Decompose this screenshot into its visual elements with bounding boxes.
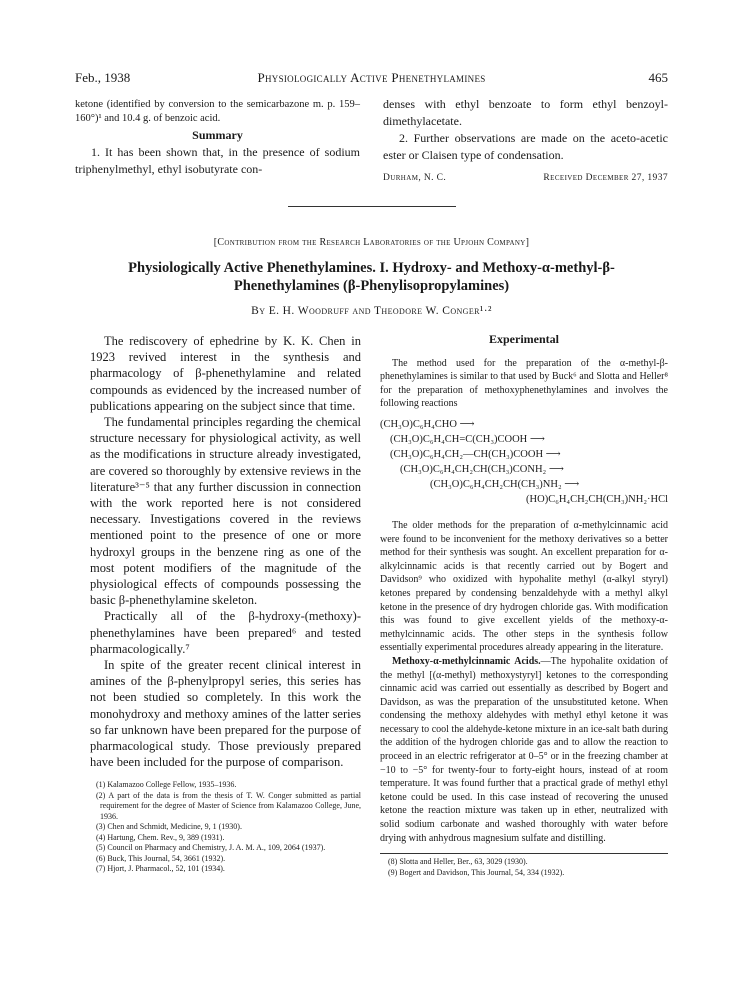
footnote: (4) Hartung, Chem. Rev., 9, 389 (1931). [96,832,225,842]
experimental-paragraph-3 [380,655,668,845]
article-title-line-2: Phenethylamines (β-Phenylisopropylamines) [233,278,510,294]
contribution-line: [Contribution from the Research Laboratories of the Upjohn Company] [213,237,530,248]
main-left-column [90,333,361,875]
article-title [75,259,668,295]
footnote: (5) Council on Pharmacy and Chemistry, J. A. M. A., 109, 2064 (1937). [96,843,326,853]
summary-heading: Summary [192,128,243,142]
summary-item-1: 1. It has been shown that, in the presence of sodium triphenylmethyl, ethyl isobutyrate con- [75,145,360,176]
intro-paragraph-4: In spite of the greater recent clinical interest in amines of the β-phenylpropyl series, this series has not been studied so completely. In this work the monohydroxy and methoxy amines of the latter series so far unknown have been prepared for the purpose of pharmacological study. Those previously prepared have been included for the purpose of comparison. [90,658,361,770]
experimental-paragraph-2: The older methods for the preparation of α-methylcinnamic acid were found to be inconvenient for the methoxy derivatives so a better method for their synthesis was sought. An excellent preparation for α-alkylcinnamic acids is that recently carried out by Bogert and Davidson⁹ who oxidized with hypohalite methyl (α-alkyl styryl) ketones prepared by condensing benzaldehyde with a methyl alkyl ketone in the presence of dry hydrogen chloride gas. With modification this was found to give excellent yields of the methoxy-α-methylcinnamic acids. The other steps in the synthesis follow essentially experimental procedures already appearing in the literature. [380,519,668,654]
summary-item-2: 2. Further observations are made on the aceto-acetic ester or Claisen type of condensation. [383,131,668,162]
article-title-line-1: Physiologically Active Phenethylamines. I. Hydroxy- and Methoxy-α-methyl-β- [128,260,615,276]
reaction-step: (CH₃O)C₆H₄CH₂—CH(CH₃)COOH ⟶ [390,448,561,460]
footnotes-right [380,853,668,878]
footnote: (2) A part of the data is from the thesis of T. W. Conger submitted as partial requirement for the degree of Master of Science from Kalamazoo College, June, 1936. [96,790,361,821]
experimental-paragraph-1: The method used for the preparation of the α-methyl-β-phenethylamines is similar to that used by Buck⁶ and Slotta and Heller⁸ for the preparation of methoxyphenethylamines and involves the following reactions [380,357,668,410]
reaction-scheme [380,417,668,507]
footnote: (6) Buck, This Journal, 54, 3661 (1932). [96,853,226,863]
reaction-step: (CH₃O)C₆H₄CH₂CH(CH₃)CONH₂ ⟶ [400,463,564,475]
reaction-step: (CH₃O)C₆H₄CHO ⟶ [380,418,475,430]
article-signature [383,170,668,187]
running-header [75,70,668,86]
main-right-column [380,333,668,878]
reaction-step: (CH₃O)C₆H₄CH=C(CH₃)COOH ⟶ [390,433,545,445]
experimental-heading: Experimental [489,332,559,346]
byline: By E. H. Woodruff and Theodore W. Conger¹·² [251,305,492,317]
intro-paragraph-3: Practically all of the β-hydroxy-(methoxy)-phenethylamines have been prepared⁶ and tested pharmacologically.⁷ [90,609,361,656]
reaction-step: (HO)C₆H₄CH₂CH(CH₃)NH₂·HCl [526,493,668,505]
previous-article-continuation: ketone (identified by conversion to the semicarbazone m. p. 159–160°)¹ and 10.4 g. of benzoic acid. [75,99,360,124]
previous-article-right-column [383,96,668,187]
section-lead-text: —The hypohalite oxidation of the methyl [(α-methyl) methoxystyryl] ketones to the corresponding cinnamic acid was carried out essentially as described by Bogert and Davidson, as was the preparation of the unsubstituted ketone. When condensing the methoxy aldehydes with methyl ethyl ketone it was necessary to cool the aldehyde-ketone mixture in an ice-salt bath during the addition of the hydrogen chloride gas and to allow the reaction to proceed in an electric refrigerator at 0–5° or in the freezing chamber at −10 to −5° for twenty-four to forty-eight hours, instead of at room temperature. It was found further that a practical grade of methyl ethyl ketone could be used. In this case instead of recovering the unused ketone the reaction mixture was taken up in ether, neutralized with solid sodium carbonate and washed thoroughly with water before drying with anhydrous magnesium sulfate and distilling. [380,655,668,844]
signature-place: Durham, N. C. [383,173,447,183]
footnote: (7) Hjort, J. Pharmacol., 52, 101 (1934). [96,864,225,874]
footnotes-left [90,780,361,875]
previous-article-left-column [75,98,360,178]
section-lead-heading: Methoxy-α-methylcinnamic Acids. [392,655,541,667]
footnote: (9) Bogert and Davidson, This Journal, 54, 334 (1932). [388,867,565,877]
header-page-number: 465 [648,70,668,85]
footnote: (1) Kalamazoo College Fellow, 1935–1936. [96,780,237,790]
intro-paragraph-2: The fundamental principles regarding the chemical structure necessary for physiological activity, as well as the modifications in structure already investigated, are covered so thoroughly by extensive reviews in the literature³⁻⁵ that any further discussion in connection with the work reported here is not considered necessary. Investigations covered in the reviews mentioned point to the presence of one or more hydroxyl groups in the benzene ring as one of the most potent modifiers of the magnitude of the physiological effects of compounds possessing the basic β-phenethylamine skeleton. [90,415,361,608]
article-separator-rule [288,206,456,207]
signature-received-date: Received December 27, 1937 [543,173,668,183]
header-running-title: Physiologically Active Phenethylamines [257,70,486,85]
header-date: Feb., 1938 [75,70,131,85]
footnote: (3) Chen and Schmidt, Medicine, 9, 1 (1930). [96,822,242,832]
footnote: (8) Slotta and Heller, Ber., 63, 3029 (1930). [388,857,528,867]
intro-paragraph-1: The rediscovery of ephedrine by K. K. Chen in 1923 revived interest in the synthesis and pharmacology of β-phenethylamine and related compounds as evidenced by the increased number of publications appearing on the subject since that time. [90,334,361,413]
reaction-step: (CH₃O)C₆H₄CH₂CH(CH₃)NH₂ ⟶ [430,478,580,490]
previous-article-right-continuation: denses with ethyl benzoate to form ethyl benzoyl-dimethylacetate. [383,97,668,128]
